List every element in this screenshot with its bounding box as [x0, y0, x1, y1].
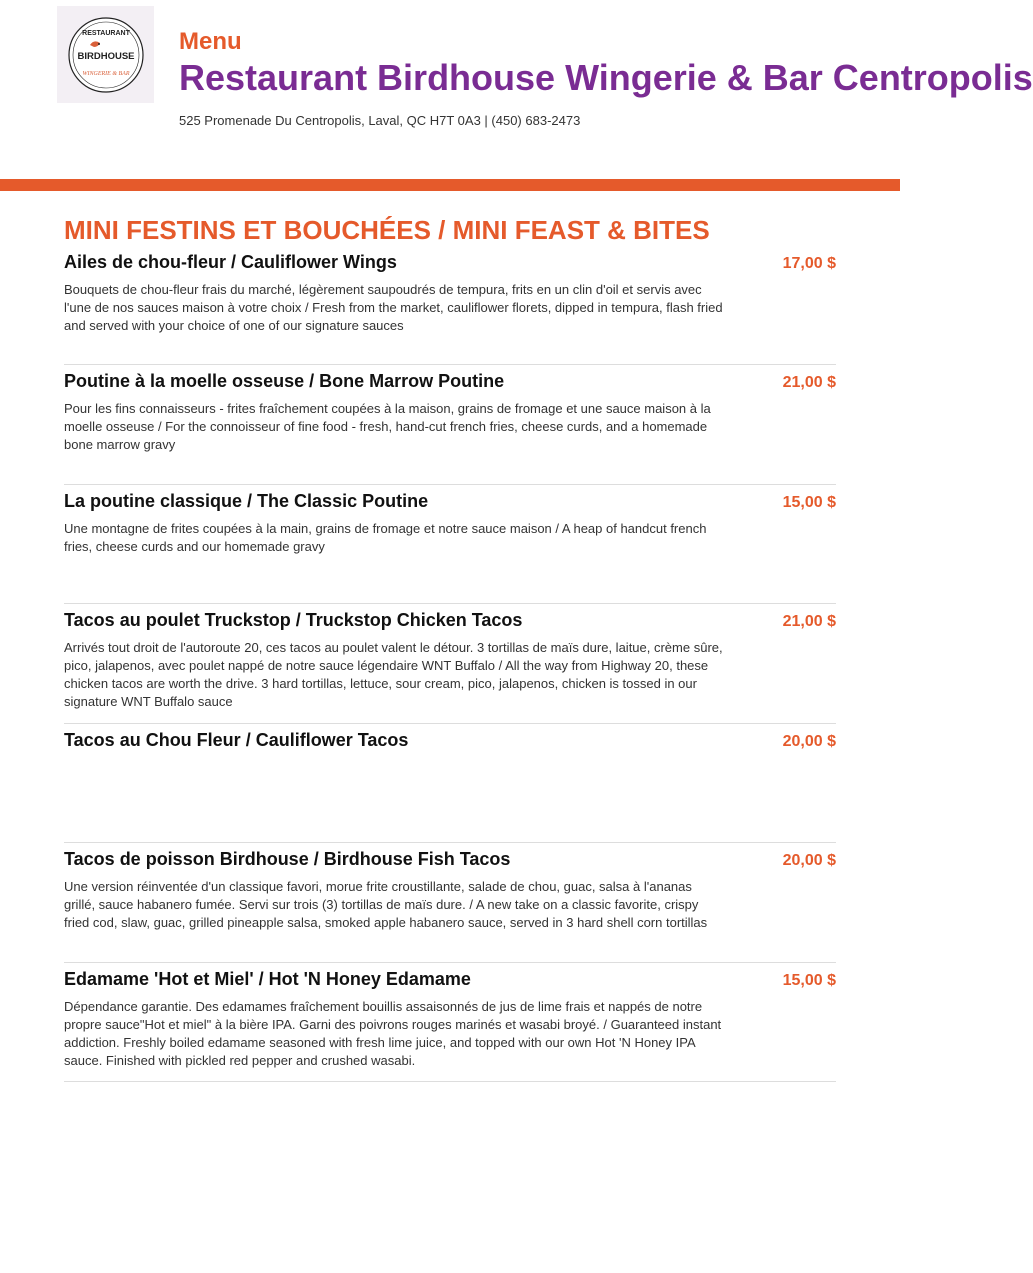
- menu-item-description: Pour les fins connaisseurs - frites fraîchement coupées à la maison, grains de fromage et une sauce maison à la moelle osseuse / For the connoisseur of fine food - fresh, hand-cut french fries, cheese curds, and a homemade bone marrow gravy: [64, 401, 711, 452]
- menu-item: [64, 489, 836, 556]
- menu-item-price: 20,00 $: [782, 852, 836, 869]
- item-divider: [64, 364, 836, 365]
- menu-item-name: Tacos au poulet Truckstop / Truckstop Chicken Tacos: [64, 610, 523, 630]
- item-divider: [64, 962, 836, 963]
- page-title: Restaurant Birdhouse Wingerie & Bar Centropolis: [179, 57, 1033, 98]
- item-divider: [64, 723, 836, 724]
- menu-item-price: 17,00 $: [782, 255, 836, 272]
- item-divider: [64, 484, 836, 485]
- logo-top-text: RESTAURANT: [81, 29, 130, 37]
- menu-section: [64, 214, 836, 246]
- restaurant-logo: [57, 6, 154, 103]
- menu-item-price: 21,00 $: [782, 374, 836, 391]
- menu-item-price: 15,00 $: [782, 972, 836, 989]
- logo-bottom-text: WINGERIE & BAR: [82, 70, 129, 77]
- menu-item: [64, 967, 836, 1070]
- item-divider: [64, 842, 836, 843]
- header-divider-bar: [0, 179, 900, 191]
- header: [179, 28, 1033, 100]
- page-subtitle: Menu: [179, 28, 242, 55]
- section-title: MINI FESTINS ET BOUCHÉES / MINI FEAST & BITES: [64, 215, 710, 245]
- menu-item-description: Une version réinventée d'un classique favori, morue frite croustillante, salade de chou, guac, salsa à l'ananas grillé, sauce habanero fumée. Servi sur trois (3) tortillas de maïs dure. / A new take on a classic favorite, crispy fried cod, slaw, guac, grilled pineapple salsa, smoked apple habanero sauce, served in 3 hard shell corn tortillas: [64, 879, 708, 930]
- menu-item-price: 21,00 $: [782, 613, 836, 630]
- menu-item: [64, 369, 836, 454]
- menu-item-price: 15,00 $: [782, 494, 836, 511]
- menu-item: [64, 847, 836, 932]
- menu-item-price: 20,00 $: [782, 733, 836, 750]
- menu-item: [64, 728, 836, 759]
- menu-item-name: Edamame 'Hot et Miel' / Hot 'N Honey Edamame: [64, 969, 471, 989]
- menu-item: [64, 608, 836, 711]
- menu-item-name: Poutine à la moelle osseuse / Bone Marrow Poutine: [64, 371, 505, 391]
- menu-item-name: Tacos au Chou Fleur / Cauliflower Tacos: [64, 730, 409, 750]
- menu-item-description: Arrivés tout droit de l'autoroute 20, ces tacos au poulet valent le détour. 3 tortillas de maïs dure, laitue, crème sûre, pico, jalapenos, avec poulet nappé de notre sauce légendaire WNT Buffalo / All the way from Highway 20, these chicken tacos are worth the drive. 3 hard tortillas, lettuce, sour cream, pico, jalapenos, chicken is tossed in our signature WNT Buffalo sauce: [64, 640, 723, 709]
- menu-item-description: Une montagne de frites coupées à la main, grains de fromage et notre sauce maison / A heap of handcut french fries, cheese curds and our homemade gravy: [64, 521, 707, 554]
- menu-item-name: La poutine classique / The Classic Poutine: [64, 491, 429, 511]
- menu-item: [64, 250, 836, 335]
- item-divider: [64, 603, 836, 604]
- menu-item-description: Bouquets de chou-fleur frais du marché, légèrement saupoudrés de tempura, frits en un clin d'oil et servis avec l'une de nos sauces maison à votre choix / Fresh from the market, cauliflower florets, dipped in tempura, flash fried and served with your choice of one of our signature sauces: [64, 282, 723, 333]
- birdhouse-logo-icon: [66, 15, 146, 95]
- menu-item-name: Tacos de poisson Birdhouse / Birdhouse Fish Tacos: [64, 849, 511, 869]
- logo-middle-text: BIRDHOUSE: [76, 50, 135, 62]
- item-divider: [64, 1081, 836, 1082]
- restaurant-address: 525 Promenade Du Centropolis, Laval, QC H7T 0A3 | (450) 683-2473: [179, 113, 581, 128]
- menu-item-description: Dépendance garantie. Des edamames fraîchement bouillis assaisonnés de jus de lime frais et nappés de notre propre sauce"Hot et miel" à la bière IPA. Garni des poivrons rouges marinés et wasabi broyé. / Guaranteed instant addiction. Freshly boiled edamame seasoned with fresh lime juice, and topped with our own Hot 'N Honey IPA sauce. Finished with pickled red pepper and crushed wasabi.: [64, 999, 722, 1068]
- menu-item-name: Ailes de chou-fleur / Cauliflower Wings: [64, 252, 397, 272]
